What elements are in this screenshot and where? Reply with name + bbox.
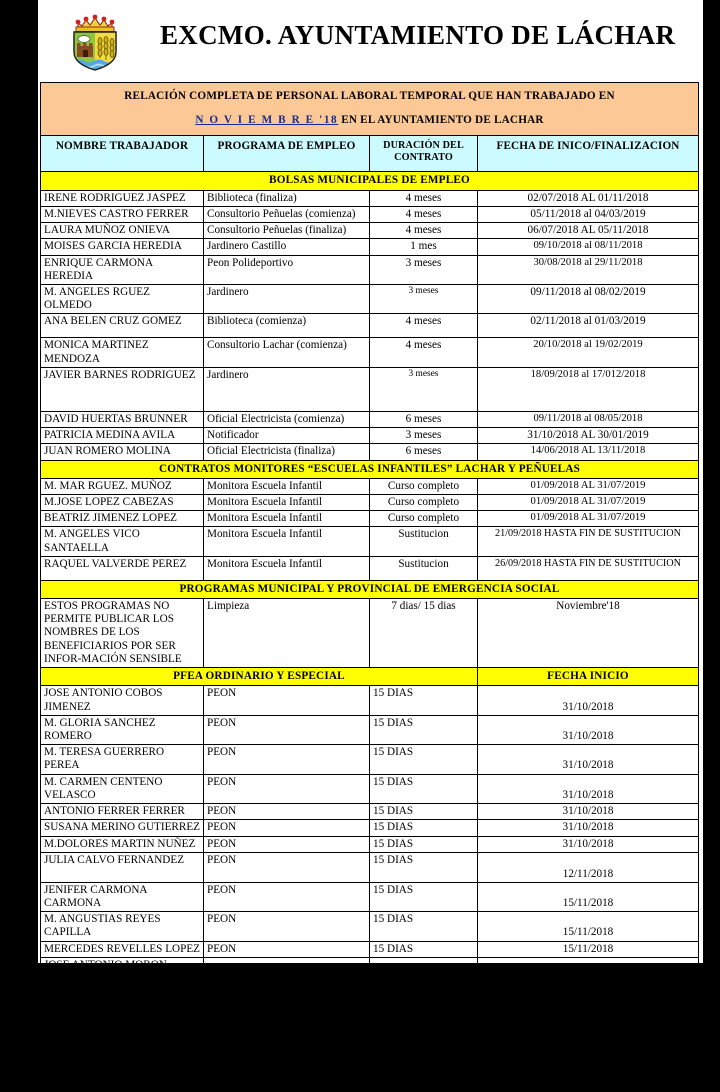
cell-fecha: 09/11/2018 al 08/02/2019 <box>478 284 699 313</box>
table-row <box>41 715 699 744</box>
table-row <box>41 223 699 239</box>
cell-fecha: Noviembre'18 <box>478 599 699 668</box>
cell-fecha: 09/10/2018 al 08/11/2018 <box>478 239 699 255</box>
cell-nombre: ENRIQUE CARMONA HEREDIA <box>41 255 204 284</box>
table-row <box>41 444 699 460</box>
cell-programa: PEON <box>204 686 370 715</box>
masthead <box>38 0 703 78</box>
table-row <box>41 411 699 427</box>
cell-fecha: 31/10/2018 <box>478 804 699 820</box>
cell-programa: PEON <box>204 882 370 911</box>
cell-nombre: RAQUEL VALVERDE PEREZ <box>41 556 204 580</box>
cell-programa: Consultorio Peñuelas (finaliza) <box>204 223 370 239</box>
cell-nombre: PATRICIA MEDINA AVILA <box>41 428 204 444</box>
table-row <box>41 190 699 206</box>
cell-fecha: 01/09/2018 AL 31/07/2019 <box>478 511 699 527</box>
cell-programa: PEON <box>204 852 370 882</box>
document-title-line2 <box>47 114 692 127</box>
table-row <box>41 206 699 222</box>
cell-programa: Peon Polideportivo <box>204 255 370 284</box>
cell-duracion: 1 MES <box>370 1046 478 1075</box>
cell-fecha: 15/11/2018 <box>478 912 699 941</box>
cell-nombre: SUSANA MERINO GUTIERREZ <box>41 820 204 836</box>
cell-nombre: ANA BELEN CRUZ GOMEZ <box>41 314 204 338</box>
cell-programa: Jardinero Castillo <box>204 239 370 255</box>
cell-programa: Notificador <box>204 428 370 444</box>
cell-duracion: Curso completo <box>370 511 478 527</box>
cell-nombre: ATO. LUIS MUÑOZ FERNANDEZ <box>41 1046 204 1075</box>
cell-nombre: MONICA MARTINEZ MENDOZA <box>41 338 204 367</box>
cell-duracion: 4 meses <box>370 206 478 222</box>
table-row <box>41 745 699 774</box>
cell-nombre: M. ANGUSTIAS REYES CAPILLA <box>41 912 204 941</box>
cell-nombre: IRENE RODRIGUEZ JASPEZ <box>41 190 204 206</box>
cell-duracion: 4 meses <box>370 223 478 239</box>
cell-fecha: 20/10/2018 al 19/02/2019 <box>478 338 699 367</box>
cell-fecha: 18/09/2018 al 17/012/2018 <box>478 367 699 411</box>
cell-nombre: MOISES GARCIA HEREDIA <box>41 239 204 255</box>
cell-fecha: 27/11/2018 <box>478 1016 699 1045</box>
cell-duracion: 7 dias/ 15 dias <box>370 599 478 668</box>
cell-duracion: 15 DIAS <box>370 1016 478 1045</box>
document-title-line1: RELACIÓN COMPLETA DE PERSONAL LABORAL TEMPORAL QUE HAN TRABAJADO EN <box>124 90 615 102</box>
cell-duracion: 3 meses <box>370 428 478 444</box>
cell-duracion: Curso completo <box>370 494 478 510</box>
cell-fecha: 31/10/2018 <box>478 715 699 744</box>
column-header-nombre: NOMBRE TRABAJADOR <box>41 136 204 172</box>
cell-fecha: 31/10/2018 <box>478 836 699 852</box>
column-header-row <box>41 136 699 172</box>
cell-nombre: JAVIER BARNES RODRIGUEZ <box>41 367 204 411</box>
cell-programa: Monitora Escuela Infantil <box>204 527 370 556</box>
table-body <box>41 83 699 1092</box>
cell-nombre: ESTOS PROGRAMAS NO PERMITE PUBLICAR LOS NOMBRES DE LOS BENEFICIARIOS POR SER INFOR-MACIÓN SENSIBLE <box>41 599 204 668</box>
cell-fecha: 14/06/2018 AL 13/11/2018 <box>478 444 699 460</box>
cell-fecha: 01/09/2018 AL 31/07/2019 <box>478 494 699 510</box>
column-header-fecha: FECHA DE INICO/FINALIZACION <box>478 136 699 172</box>
table-row <box>41 820 699 836</box>
cell-duracion: 15 DIAS <box>370 852 478 882</box>
column-header-programa: PROGRAMA DE EMPLEO <box>204 136 370 172</box>
cell-fecha: 02/11/2018 al 01/03/2019 <box>478 314 699 338</box>
cell-programa: PEON <box>204 957 370 986</box>
section-band-row <box>41 580 699 598</box>
title-band-row <box>41 83 699 136</box>
cell-nombre: MARIA JOSE MARTIN MARTIN <box>41 987 204 1016</box>
cell-nombre: M. ANGELES VICO SANTAELLA <box>41 527 204 556</box>
cell-duracion: 15 DIAS <box>370 715 478 744</box>
table-row <box>41 957 699 986</box>
cell-programa: PEON <box>204 820 370 836</box>
cell-duracion: 15 DIAS <box>370 836 478 852</box>
cell-nombre: JENIFER CARMONA CARMONA <box>41 882 204 911</box>
cell-programa: Monitora Escuela Infantil <box>204 478 370 494</box>
table-row <box>41 599 699 668</box>
cell-nombre: M. ANGELES RGUEZ OLMEDO <box>41 284 204 313</box>
cell-duracion: 15 DIAS <box>370 941 478 957</box>
table-row <box>41 239 699 255</box>
cell-nombre: JUAN ROMERO MOLINA <box>41 444 204 460</box>
table-row <box>41 686 699 715</box>
cell-fecha: 31/10/2018 <box>478 745 699 774</box>
cell-duracion: 4 meses <box>370 338 478 367</box>
table-row <box>41 987 699 1016</box>
table-row <box>41 1075 699 1091</box>
pfea-band-date-label: FECHA INICIO <box>478 668 699 686</box>
table-row <box>41 941 699 957</box>
cell-programa: PEON <box>204 941 370 957</box>
cell-fecha: 21/09/2018 HASTA FIN DE SUSTITUCION <box>478 527 699 556</box>
cell-fecha: 31/10/2018 <box>478 774 699 803</box>
cell-fecha: 31/10/2018 <box>478 1075 699 1091</box>
cell-programa: Monitora Escuela Infantil <box>204 494 370 510</box>
coat-of-arms-icon <box>62 8 128 72</box>
cell-duracion: 15 DIAS <box>370 804 478 820</box>
cell-nombre: JULIA CALVO FERNANDEZ <box>41 852 204 882</box>
cell-nombre: M.DOLORES MARTIN NUÑEZ <box>41 836 204 852</box>
cell-programa: Monitora Escuela Infantil <box>204 511 370 527</box>
cell-duracion: 1 mes <box>370 239 478 255</box>
cell-nombre: M. CARMEN CENTENO VELASCO <box>41 774 204 803</box>
cell-fecha: 01/09/2018 AL 31/07/2019 <box>478 478 699 494</box>
cell-duracion: 4 meses <box>370 190 478 206</box>
cell-duracion: 4 meses <box>370 314 478 338</box>
cell-duracion: 3 meses <box>370 255 478 284</box>
cell-duracion: 15 DIAS <box>370 774 478 803</box>
cell-programa: Oficial Electricista (finaliza) <box>204 444 370 460</box>
cell-fecha: 30/08/2018 al 29/11/2018 <box>478 255 699 284</box>
cell-fecha: 15/11/2018 <box>478 882 699 911</box>
cell-duracion: 15 DIAS <box>370 882 478 911</box>
cell-nombre: M. MAR RGUEZ. MUÑOZ <box>41 478 204 494</box>
table-row <box>41 804 699 820</box>
cell-fecha: 26/09/2018 HASTA FIN DE SUSTITUCION <box>478 556 699 580</box>
table-row <box>41 882 699 911</box>
cell-fecha: 12/11/2018 <box>478 852 699 882</box>
table-row <box>41 836 699 852</box>
cell-fecha: 27/11/2018 <box>478 987 699 1016</box>
cell-nombre: M. TERESA GUERRERO PEREA <box>41 745 204 774</box>
personnel-table <box>40 82 699 1092</box>
cell-fecha: 09/11/2018 al 08/05/2018 <box>478 411 699 427</box>
cell-programa: PEON <box>204 715 370 744</box>
cell-programa: Biblioteca (comienza) <box>204 314 370 338</box>
cell-duracion: Curso completo <box>370 478 478 494</box>
cell-programa: PEON <box>204 987 370 1016</box>
cell-nombre: J. ATO. MORENO MAYORGAS <box>41 1075 204 1091</box>
cell-programa: OFICIAL 1ª <box>204 1046 370 1075</box>
document-page <box>38 0 703 1089</box>
column-header-duracion: DURACIÓN DEL CONTRATO <box>370 136 478 172</box>
table-row <box>41 511 699 527</box>
cell-duracion: 15 DIAS <box>370 686 478 715</box>
section-band-row <box>41 172 699 190</box>
cell-nombre: JOSE ANTONIO COBOS JIMENEZ <box>41 686 204 715</box>
cell-nombre: M. GLORIA SANCHEZ ROMERO <box>41 715 204 744</box>
page-title: EXCMO. AYUNTAMIENTO DE LÁCHAR <box>160 20 676 50</box>
cell-nombre: MERCEDES REVELLES LOPEZ <box>41 941 204 957</box>
cell-fecha: 15/11/2018 <box>478 941 699 957</box>
cell-programa: Biblioteca (finaliza) <box>204 190 370 206</box>
cell-nombre: M.JOSE LOPEZ CABEZAS <box>41 494 204 510</box>
cell-duracion: Sustitucion <box>370 527 478 556</box>
cell-duracion: Sustitucion <box>370 556 478 580</box>
cell-programa: PEON <box>204 804 370 820</box>
cell-programa: OFICIAL 1ª <box>204 1075 370 1091</box>
table-row <box>41 314 699 338</box>
section-band-label: PROGRAMAS MUNICIPAL Y PROVINCIAL DE EMERGENCIA SOCIAL <box>41 580 699 598</box>
table-row <box>41 1046 699 1075</box>
document-title-line2-rest: EN EL AYUNTAMIENTO DE LACHAR <box>338 114 544 127</box>
cell-programa: Jardinero <box>204 367 370 411</box>
cell-fecha: 26/11/2018 <box>478 957 699 986</box>
table-row <box>41 338 699 367</box>
cell-fecha: 31/10/2018 <box>478 820 699 836</box>
cell-programa: Limpieza <box>204 599 370 668</box>
cell-programa: Monitora Escuela Infantil <box>204 556 370 580</box>
cell-fecha: 05/11/2018 al 04/03/2019 <box>478 206 699 222</box>
cell-nombre: ANTONIO FERRER FERRER <box>41 804 204 820</box>
cell-nombre: JOSE ANTONIO MORON SANCHO <box>41 957 204 986</box>
cell-nombre: LAURA MUÑOZ ONIEVA <box>41 223 204 239</box>
cell-nombre: M.NIEVES CASTRO FERRER <box>41 206 204 222</box>
cell-programa: Jardinero <box>204 284 370 313</box>
cell-duracion: 6 meses <box>370 411 478 427</box>
cell-programa: Consultorio Lachar (comienza) <box>204 338 370 367</box>
cell-duracion: 15 DIAS <box>370 820 478 836</box>
cell-programa: Oficial Electricista (comienza) <box>204 411 370 427</box>
table-row <box>41 428 699 444</box>
cell-duracion: 15 DIAS <box>370 957 478 986</box>
pfea-band-label: PFEA ORDINARIO Y ESPECIAL <box>41 668 478 686</box>
cell-duracion: 15 DIAS <box>370 912 478 941</box>
table-row <box>41 912 699 941</box>
cell-duracion: 15 DIAS <box>370 987 478 1016</box>
cell-nombre: RIMSKY JOAQUIN GUZMAN CAE-RO <box>41 1016 204 1045</box>
table-row <box>41 852 699 882</box>
cell-duracion: 3 meses <box>370 367 478 411</box>
table-row <box>41 367 699 411</box>
cell-duracion: 3 meses <box>370 284 478 313</box>
cell-fecha: 31/10/2018 <box>478 1046 699 1075</box>
cell-programa: PEON <box>204 774 370 803</box>
section-band-row <box>41 460 699 478</box>
table-row <box>41 284 699 313</box>
cell-programa: PEON <box>204 836 370 852</box>
table-row <box>41 1016 699 1045</box>
cell-programa: PEON <box>204 745 370 774</box>
table-row <box>41 527 699 556</box>
table-row <box>41 478 699 494</box>
table-row <box>41 774 699 803</box>
cell-programa: Consultorio Peñuelas (comienza) <box>204 206 370 222</box>
cell-programa: PEON <box>204 1016 370 1045</box>
cell-fecha: 31/10/2018 <box>478 686 699 715</box>
table-row <box>41 494 699 510</box>
cell-nombre: BEATRIZ JIMENEZ LOPEZ <box>41 511 204 527</box>
cell-fecha: 02/07/2018 AL 01/11/2018 <box>478 190 699 206</box>
section-band-label: CONTRATOS MONITORES “ESCUELAS INFANTILES” LACHAR Y PEÑUELAS <box>41 460 699 478</box>
cell-nombre: DAVID HUERTAS BRUNNER <box>41 411 204 427</box>
section-band-label: BOLSAS MUNICIPALES DE EMPLEO <box>41 172 699 190</box>
cell-fecha: 31/10/2018 AL 30/01/2019 <box>478 428 699 444</box>
cell-duracion: 1 MES <box>370 1075 478 1091</box>
pfea-band-row <box>41 668 699 686</box>
month-label: N O V I E M B R E '18 <box>195 114 339 127</box>
document-title-cell <box>41 83 699 136</box>
cell-fecha: 06/07/2018 AL 05/11/2018 <box>478 223 699 239</box>
cell-duracion: 15 DIAS <box>370 745 478 774</box>
cell-duracion: 6 meses <box>370 444 478 460</box>
table-row <box>41 255 699 284</box>
table-row <box>41 556 699 580</box>
cell-programa: PEON <box>204 912 370 941</box>
